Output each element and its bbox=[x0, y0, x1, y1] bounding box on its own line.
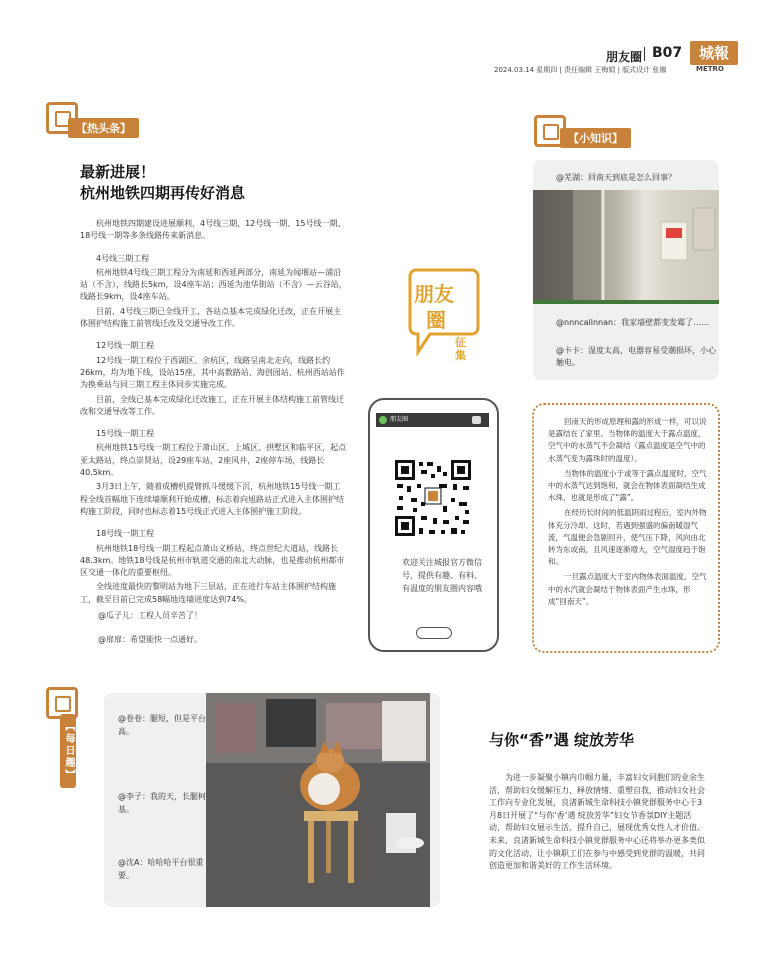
wechat-icon bbox=[379, 416, 387, 424]
hot-paragraph: 目前，全线已基本完成绿化迁改施工，正在开展主体结构施工前管线迁改和交通导改等工作。 bbox=[80, 394, 344, 416]
knowledge-explain-text bbox=[548, 416, 708, 611]
header-divider bbox=[644, 47, 645, 61]
hot-subhead: 12号线一期工程 bbox=[96, 341, 155, 351]
corgi-photo bbox=[206, 693, 430, 907]
hot-paragraph: 杭州地铁15号线一期工程位于萧山区、上城区、拱墅区和临平区，起点亚太路站，终点崇贤站，设29座车站，2座风井，2座停车场，线路长40.5km。 bbox=[80, 443, 347, 478]
hot-paragraph: 杭州地铁18号线一期工程起点萧山义桥站，终点世纪大道站，线路长48.3km。地铁18号线是杭州市轨道交通的南北大动脉，也是推动杭州都市区交通一体化的重要枢纽。 bbox=[80, 543, 345, 578]
hot-headline bbox=[80, 162, 340, 204]
daily-comment: @李子：我的天，长腿柯基。 bbox=[118, 792, 206, 814]
article2-body: 为进一步凝聚小镇内巾帼力量，丰富妇女同胞们的业余生活，帮助妇女缓解压力、释放情绪、重塑自我，推动妇女社会工作向专业化发展，良渚新城生命科技小镇党群服务中心于3月8日开展了“与你‘香’遇 绽放芳华”妇女节香氛DIY主题活动，帮助妇女展示生活、提升自己，展现优秀女性人才价值。未来，良渚新城生命科技小镇党群服务中心还将举办更多类似的文化活动，让小镇职工们在参与中感受到党群的温暖，共同创造更加和谐美好的工作生活环境。 bbox=[489, 773, 705, 871]
knowledge-question: @芜湖：回南天到底是怎么回事？ bbox=[556, 173, 676, 182]
hot-paragraph: 目前，4号线三期已全线开工，各站点基本完成绿化迁改，正在开展主体围护结构施工前管线迁改及交通导改工作。 bbox=[80, 306, 342, 329]
wall-detail-graphic bbox=[533, 190, 719, 304]
knowledge-paragraph: 当物体的温度小于或等于露点温度时，空气中的水蒸气达到饱和，就会在物体表面凝结生成水珠，也就是形成了“露”。 bbox=[548, 468, 707, 503]
hot-paragraph: 全线进度最快的黎明站为地下三层站，正在进行车站主体围护结构施工，截至目前已完成58幅地连墙进度达到74%。 bbox=[80, 582, 336, 604]
hot-subhead: 18号线一期工程 bbox=[96, 529, 155, 539]
hot-subhead: 15号线一期工程 bbox=[96, 429, 155, 439]
hot-headline-line1: 最新进展！ bbox=[80, 163, 156, 181]
daily-comment: @卷卷：腿短，但是平台高。 bbox=[118, 714, 206, 736]
knowledge-comment: @nnncallnnan：我家墙壁都变发霉了…… bbox=[556, 318, 710, 327]
corgi-on-stool-graphic bbox=[206, 693, 430, 907]
phone-home-button bbox=[416, 627, 452, 639]
damp-wall-photo bbox=[533, 190, 719, 304]
hot-comment: @扉扉：希望能快一点通好。 bbox=[98, 635, 202, 644]
profile-icon bbox=[472, 416, 481, 424]
hot-paragraph: 12号线一期工程位于西湖区、余杭区，线路呈南北走向，线路长约26km，均为地下线，设站15座，其中高教路站、海创园站、杭州西站站作为换乘站与同三期工程主体同步实施完成。 bbox=[80, 355, 345, 390]
page-number: B07 bbox=[652, 45, 683, 61]
hot-tag: 【热头条】 bbox=[68, 118, 139, 138]
article2-title: 与你“香”遇 绽放芳华 bbox=[489, 731, 634, 749]
badge-side: 征集 bbox=[455, 336, 466, 362]
knowledge-paragraph: 一旦露点温度大于室内物体表面温度，空气中的水汽就会凝结于物体表面产生水珠，形成“回南天”。 bbox=[548, 572, 707, 606]
hot-paragraph: 3月3日上午，随着成槽机提臂抓斗缓缓下沉，杭州地铁15号线一期工程全线首幅地下连续墙顺利开始成槽，标志着向旭路站正式进入主体围护结构施工阶段，同时也标志着15号线正式进入主体围护施工阶段。 bbox=[80, 482, 344, 516]
qr-code[interactable] bbox=[393, 458, 473, 538]
daily-tag: 【每日趣】 bbox=[60, 714, 76, 788]
hot-paragraph: 杭州地铁4号线三期工程分为南延和西延两部分，南延为闻堰站—浦沿站（不含），线路长5km，设4座车站；西延为池华街站（不含）—云谷站，线路长9km，设4座车站。 bbox=[80, 267, 347, 302]
hot-paragraph: 杭州地铁四期建设进展顺利，4号线三期、12号线一期、15号线一期、18号线一期等多条线路传来新消息。 bbox=[80, 219, 346, 241]
section-name: 朋友圈 bbox=[606, 50, 643, 64]
phone-titlebar: 朋友圈 bbox=[376, 413, 489, 427]
hot-comment: @瓜子儿：工程人员辛苦了！ bbox=[98, 611, 202, 620]
qr-code-graphic bbox=[393, 458, 473, 538]
newspaper-logo: 城報 bbox=[690, 41, 738, 65]
badge-word-2: 圈 bbox=[426, 308, 446, 332]
photo-strip bbox=[533, 300, 719, 304]
badge-word-1: 朋友 bbox=[414, 282, 454, 306]
daily-comment: @沈A：哈哈哈平台很重要。 bbox=[118, 858, 204, 880]
knowledge-paragraph: 回南天的形成原理和露的形成一样，可以说是露结在了家里。当物体的温度大于露点温度，空气中的水蒸气不会凝结（露点温度是空气中的水蒸气变为露珠时的温度）。 bbox=[548, 417, 707, 463]
knowledge-tag: 【小知识】 bbox=[560, 128, 631, 148]
brand-metro: METRO bbox=[696, 65, 724, 73]
hot-article bbox=[80, 218, 348, 608]
hot-headline-line2: 杭州地铁四期再传好消息 bbox=[80, 184, 246, 202]
issue-meta: 2024.03.14 星期四 | 责任编辑 王梅娟 | 版式设计 张娜 bbox=[494, 66, 667, 74]
knowledge-paragraph: 在经历长时间的低温阴雨过程后，室内外物体充分冷却。这时，若遇到强盛的偏南暖湿气流，气温便会急剧回升，使气压下降，风向由北转为东或南，且风速逐渐增大，空气湿度趋于饱和。 bbox=[548, 508, 707, 567]
hot-subhead: 4号线三期工程 bbox=[96, 253, 150, 263]
phone-invite-text: 欢迎关注城报官方微信号，提供有趣、有料、有温度的朋友圈内容哦 bbox=[402, 558, 482, 593]
knowledge-comment: @卡卡：湿度太高，电器容易受潮损坏，小心触电。 bbox=[556, 346, 716, 367]
